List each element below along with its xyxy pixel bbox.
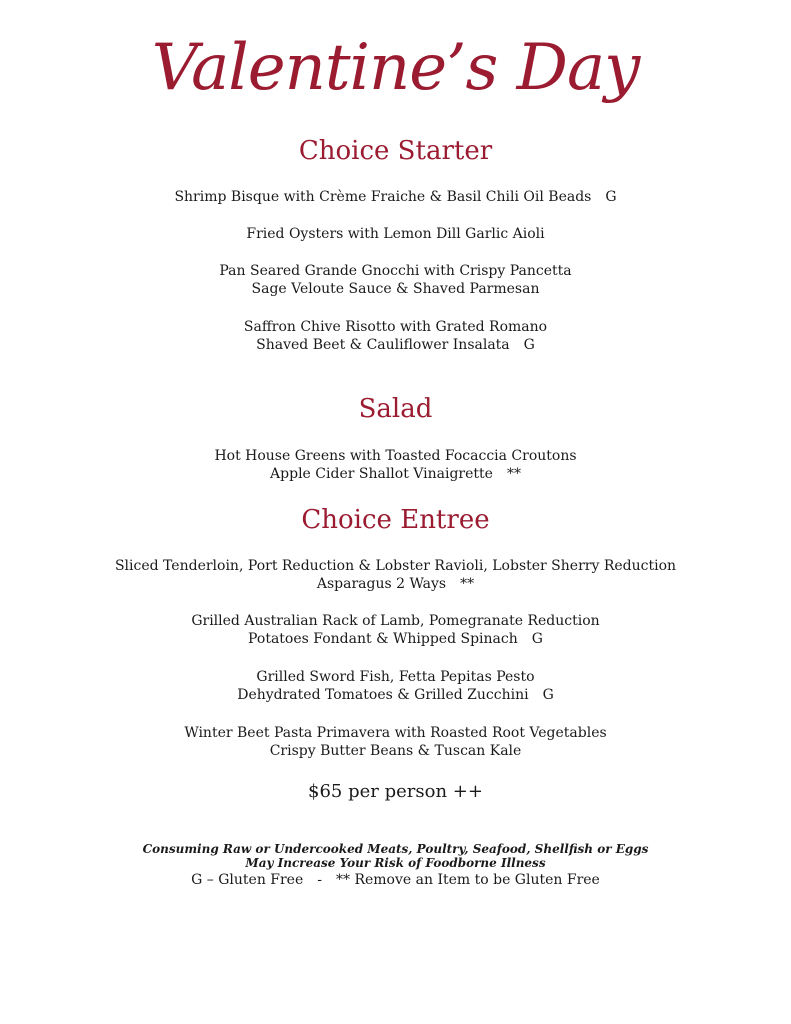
menu-item [0,612,791,648]
menu-item [0,188,791,206]
menu-item-line: Winter Beet Pasta Primavera with Roasted Root Vegetables [184,725,607,741]
section-heading-salad: Salad [358,394,433,424]
menu-item-line: Dehydrated Tomatoes & Grilled Zucchini [237,687,529,703]
dietary-mark: G [542,687,554,703]
menu-item-line: Hot House Greens with Toasted Focaccia Croutons [214,448,577,464]
dietary-mark: ** [460,576,475,592]
disclaimer-line: Consuming Raw or Undercooked Meats, Poultry, Seafood, Shellfish or Eggs [142,842,649,856]
menu-item-line: Grilled Sword Fish, Fetta Pepitas Pesto [256,669,535,685]
menu-item-line: Fried Oysters with Lemon Dill Garlic Aioli [246,226,545,242]
dietary-mark: G [531,631,543,647]
disclaimer-line: May Increase Your Risk of Foodborne Illness [245,856,546,870]
menu-item-line: Apple Cider Shallot Vinaigrette [270,466,493,482]
menu-item [0,668,791,704]
dietary-mark: G [523,337,535,353]
menu-item [0,318,791,354]
menu-item [0,724,791,760]
price: $65 per person ++ [308,781,483,802]
menu-item [0,557,791,593]
menu-item [0,262,791,298]
menu-item-line: Sliced Tenderloin, Port Reduction & Lobster Ravioli, Lobster Sherry Reduction [114,558,677,574]
section-heading-starter: Choice Starter [298,136,493,166]
dietary-mark: G [605,189,617,205]
menu-item-line: Saffron Chive Risotto with Grated Romano [243,319,548,335]
menu-item [0,447,791,483]
legend-separator: - [317,872,322,888]
dietary-mark: ** [506,466,521,482]
legend [0,872,791,888]
menu-item-line: Potatoes Fondant & Whipped Spinach [248,631,518,647]
menu-item-line: Asparagus 2 Ways [316,576,447,592]
legend-gluten-free: G – Gluten Free [191,872,304,888]
menu-item-line: Sage Veloute Sauce & Shaved Parmesan [251,281,540,297]
menu-item-line: Grilled Australian Rack of Lamb, Pomegranate Reduction [191,613,600,629]
section-heading-entree: Choice Entree [301,505,490,535]
menu-item-line: Pan Seared Grande Gnocchi with Crispy Pancetta [219,263,572,279]
menu-title: Valentine’s Day [151,31,640,105]
menu-item-line: Crispy Butter Beans & Tuscan Kale [269,743,522,759]
legend-remove-item: ** Remove an Item to be Gluten Free [336,872,600,888]
menu-item [0,225,791,243]
menu-item-line: Shrimp Bisque with Crème Fraiche & Basil Chili Oil Beads [174,189,592,205]
menu-item-line: Shaved Beet & Cauliflower Insalata [256,337,510,353]
